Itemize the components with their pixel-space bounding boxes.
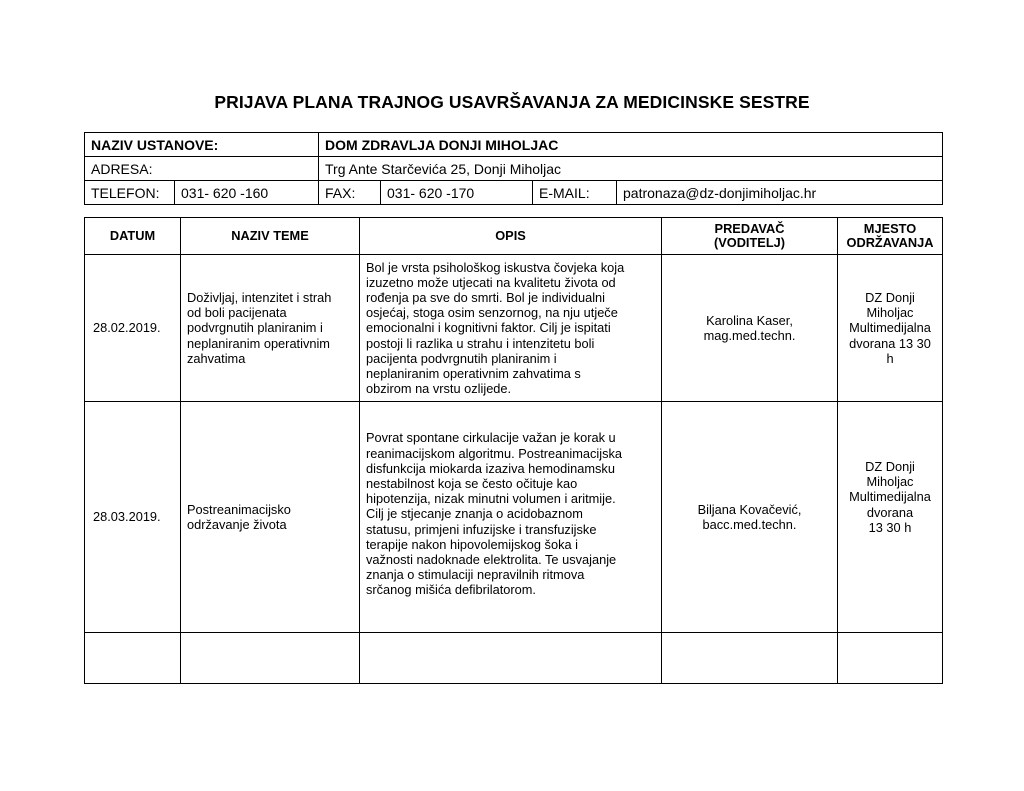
institution-label: NAZIV USTANOVE: — [85, 133, 319, 157]
row-date: 28.03.2019. — [85, 402, 181, 633]
email-label: E-MAIL: — [533, 181, 617, 205]
row-description: Bol je vrsta psihološkog iskustva čovjeka koja izuzetno može utjecati na kvalitetu života od rođenja pa sve do smrti. Bol je individualni osjećaj, stoga osim senzornog, na nju utječe emocionalni i kognitivni faktor. Cilj je ispitati postoji li razlika u strahu i intenzitetu boli pacijenta podvrgnutih planiranim i neplaniranim operativnim zahvatima s obzirom na vrstu ozlijede. — [366, 259, 625, 397]
header-topic: NAZIV TEME — [181, 218, 360, 255]
row-lecturer: Biljana Kovačević, bacc.med.techn. — [662, 402, 838, 633]
row-place-cell — [838, 402, 943, 633]
empty-cell — [181, 633, 360, 684]
header-place: MJESTO ODRŽAVANJA — [838, 218, 943, 255]
table-row — [85, 402, 943, 633]
empty-cell — [662, 633, 838, 684]
address-row — [85, 157, 943, 181]
row-topic: Doživljaj, intenzitet i strah od boli pacijenata podvrgnutih planiranim i neplaniranim operativnim zahvatima — [181, 255, 360, 402]
row-description-cell — [360, 402, 662, 633]
empty-cell — [838, 633, 943, 684]
phone-label: TELEFON: — [85, 181, 175, 205]
table-row — [85, 255, 943, 402]
row-place: DZ Donji Miholjac Multimedijalna dvorana 13 30 h — [849, 458, 931, 535]
contact-row — [85, 181, 943, 205]
email-value: patronaza@dz-donjimiholjac.hr — [617, 181, 943, 205]
header-description: OPIS — [360, 218, 662, 255]
fax-value: 031- 620 -170 — [381, 181, 533, 205]
education-plan-table — [84, 217, 943, 684]
document-title: PRIJAVA PLANA TRAJNOG USAVRŠAVANJA ZA MEDICINSKE SESTRE — [214, 92, 810, 112]
fax-label: FAX: — [319, 181, 381, 205]
empty-cell — [85, 633, 181, 684]
table-header-row — [85, 218, 943, 255]
table-row-empty — [85, 633, 943, 684]
row-place: DZ Donji Miholjac Multimedijalna dvorana 13 30 h — [838, 255, 943, 402]
header-lecturer: PREDAVAČ (VODITELJ) — [662, 218, 838, 255]
empty-cell — [360, 633, 662, 684]
row-description-cell — [360, 255, 662, 402]
institution-row — [85, 133, 943, 157]
address-label: ADRESA: — [85, 157, 319, 181]
institution-info-table — [84, 132, 943, 205]
institution-value: DOM ZDRAVLJA DONJI MIHOLJAC — [319, 133, 943, 157]
row-description: Povrat spontane cirkulacije važan je korak u reanimacijskom algoritmu. Postreanimacijska disfunkcija miokarda izaziva hemodinamsku nestabilnost koja se često očituje kao hipotenzija, nizak minutni volumen i aritmije. Cilj je stjecanje znanja o acidobaznom statusu, primjeni infuzijske i transfuzijske terapije nakon hipovolemijskog šoka i važnosti nadoknade elektrolita. Te usvajanje znanja o stimulaciji nepravilnih ritmova srčanog mišića defibrilatorom. — [366, 430, 623, 598]
phone-value: 031- 620 -160 — [175, 181, 319, 205]
header-date: DATUM — [85, 218, 181, 255]
row-topic: Postreanimacijsko održavanje života — [181, 402, 360, 633]
row-date: 28.02.2019. — [85, 255, 181, 402]
address-value: Trg Ante Starčevića 25, Donji Miholjac — [319, 157, 943, 181]
row-lecturer: Karolina Kaser, mag.med.techn. — [662, 255, 838, 402]
